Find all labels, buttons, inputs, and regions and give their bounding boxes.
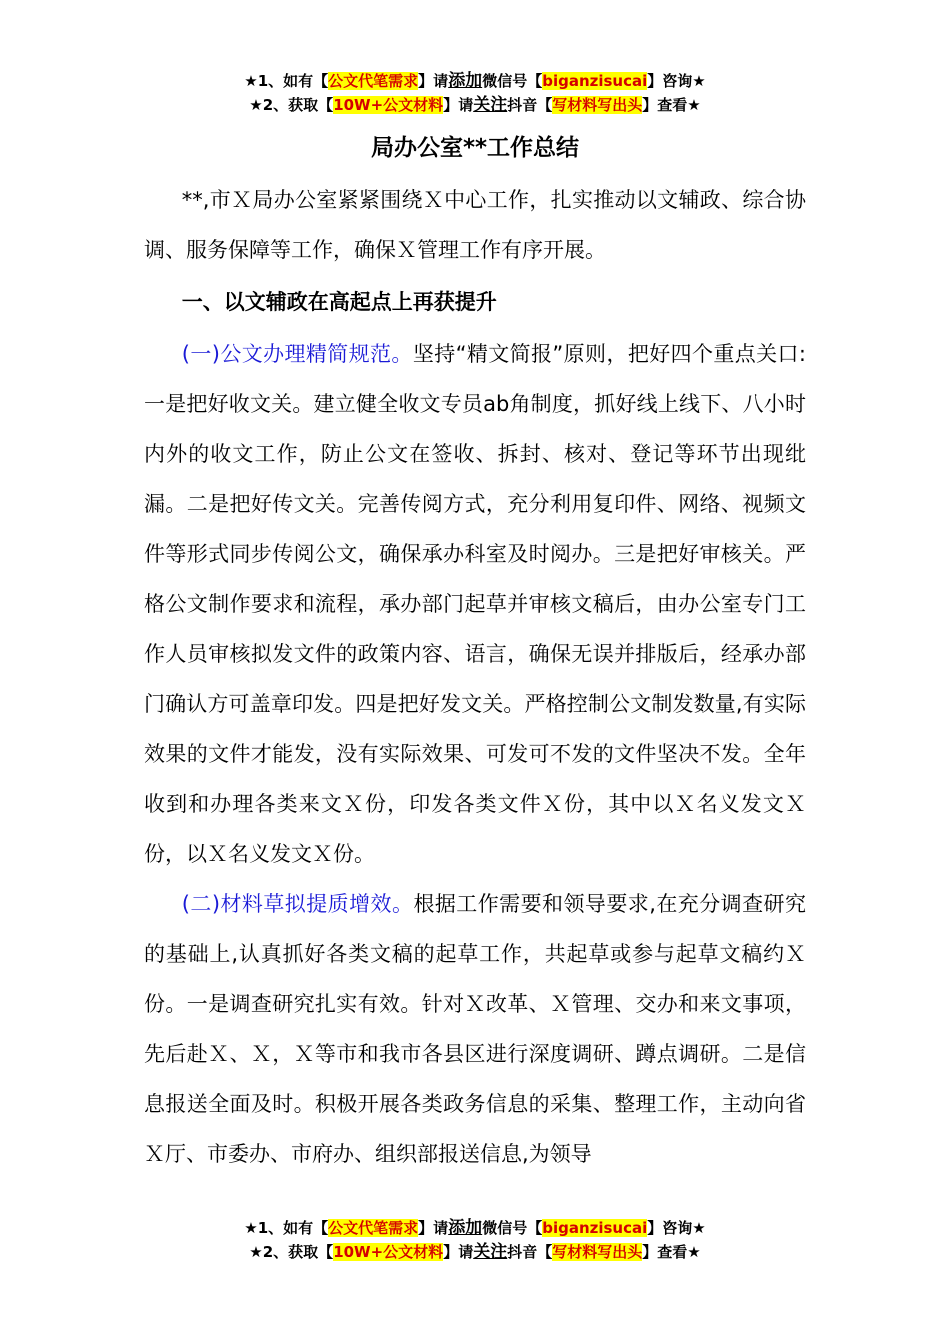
promo-emphasis: 关注	[473, 1242, 508, 1262]
promo-text: 】查看★	[642, 1243, 701, 1261]
promo-text: 】请	[418, 72, 449, 90]
promo-text: 】咨询★	[647, 72, 706, 90]
promo-text: ★2、获取【	[249, 96, 334, 114]
promo-text: 】请	[443, 1243, 474, 1261]
promo-text: ★1、如有【	[244, 1219, 329, 1237]
promo-emphasis: 关注	[473, 95, 508, 115]
paragraph-text: 根据工作需要和领导要求,在充分调查研究的基础上,认真抓好各类文稿的起草工作，共起草或参与起草文稿约Ｘ份。一是调查研究扎实有效。针对Ｘ改革、Ｘ管理、交办和来文事项，先后赴Ｘ、Ｘ，Ｘ等市和我市各县区进行深度调研、蹲点调研。二是信息报送全面及时。积极开展各类政务信息的采集、整理工作，主动向省Ｘ厅、市委办、市府办、组织部报送信息,为领导	[144, 892, 806, 1166]
promo-douyin-id: 写材料写出头	[552, 96, 643, 114]
promo-text: 】咨询★	[647, 1219, 706, 1237]
promo-highlight: 10W+公文材料	[333, 96, 444, 114]
promo-emphasis: 添加	[448, 1218, 483, 1238]
document-title: 局办公室**工作总结	[370, 135, 580, 161]
section-heading: 一、以文辅政在高起点上再获提升	[181, 290, 497, 314]
promo-highlight: 公文代笔需求	[328, 72, 419, 90]
promo-emphasis: 添加	[448, 71, 483, 91]
promo-wechat-id: biganzisucai	[542, 72, 648, 90]
promo-line-2	[0, 93, 950, 117]
promo-text: ★2、获取【	[249, 1243, 334, 1261]
subsection-heading: (一)公文办理精简规范。	[181, 342, 413, 366]
promo-highlight: 10W+公文材料	[333, 1243, 444, 1261]
promo-line-1	[0, 69, 950, 93]
promo-text: 微信号【	[482, 72, 543, 90]
promo-text: ★1、如有【	[244, 72, 329, 90]
intro-paragraph: **,市Ｘ局办公室紧紧围绕Ｘ中心工作，扎实推动以文辅政、综合协调、服务保障等工作，确保Ｘ管理工作有序开展。	[144, 188, 806, 262]
promo-line-1	[0, 1216, 950, 1240]
promo-text: 】查看★	[642, 96, 701, 114]
document-body	[144, 175, 806, 1179]
subsection-heading: (二)材料草拟提质增效。	[181, 892, 414, 916]
promo-text: 抖音【	[507, 1243, 553, 1261]
paragraph-text: 坚持“精文简报”原则，把好四个重点关口:一是把好收文关。建立健全收文专员ab角制度，抓好线上线下、八小时内外的收文工作，防止公文在签收、拆封、核对、登记等环节出现纰漏。二是把好传文关。完善传阅方式，充分利用复印件、网络、视频文件等形式同步传阅公文，确保承办科室及时阅办。三是把好审核关。严格公文制作要求和流程，承办部门起草并审核文稿后，由办公室专门工作人员审核拟发文件的政策内容、语言，确保无误并排版后，经承办部门确认方可盖章印发。四是把好发文关。严格控制公文制发数量,有实际效果的文件才能发，没有实际效果、可发可不发的文件坚决不发。全年收到和办理各类来文Ｘ份，印发各类文件Ｘ份，其中以Ｘ名义发文Ｘ份，以Ｘ名义发文Ｘ份。	[144, 342, 806, 866]
promo-highlight: 公文代笔需求	[328, 1219, 419, 1237]
promo-wechat-id: biganzisucai	[542, 1219, 648, 1237]
promo-banner-bottom	[0, 1216, 950, 1264]
promo-text: 微信号【	[482, 1219, 543, 1237]
promo-text: 抖音【	[507, 96, 553, 114]
promo-douyin-id: 写材料写出头	[552, 1243, 643, 1261]
body-paragraph	[144, 329, 806, 879]
body-paragraph	[144, 879, 806, 1179]
promo-text: 】请	[443, 96, 474, 114]
promo-line-2	[0, 1240, 950, 1264]
promo-banner-top	[0, 69, 950, 117]
promo-text: 】请	[418, 1219, 449, 1237]
